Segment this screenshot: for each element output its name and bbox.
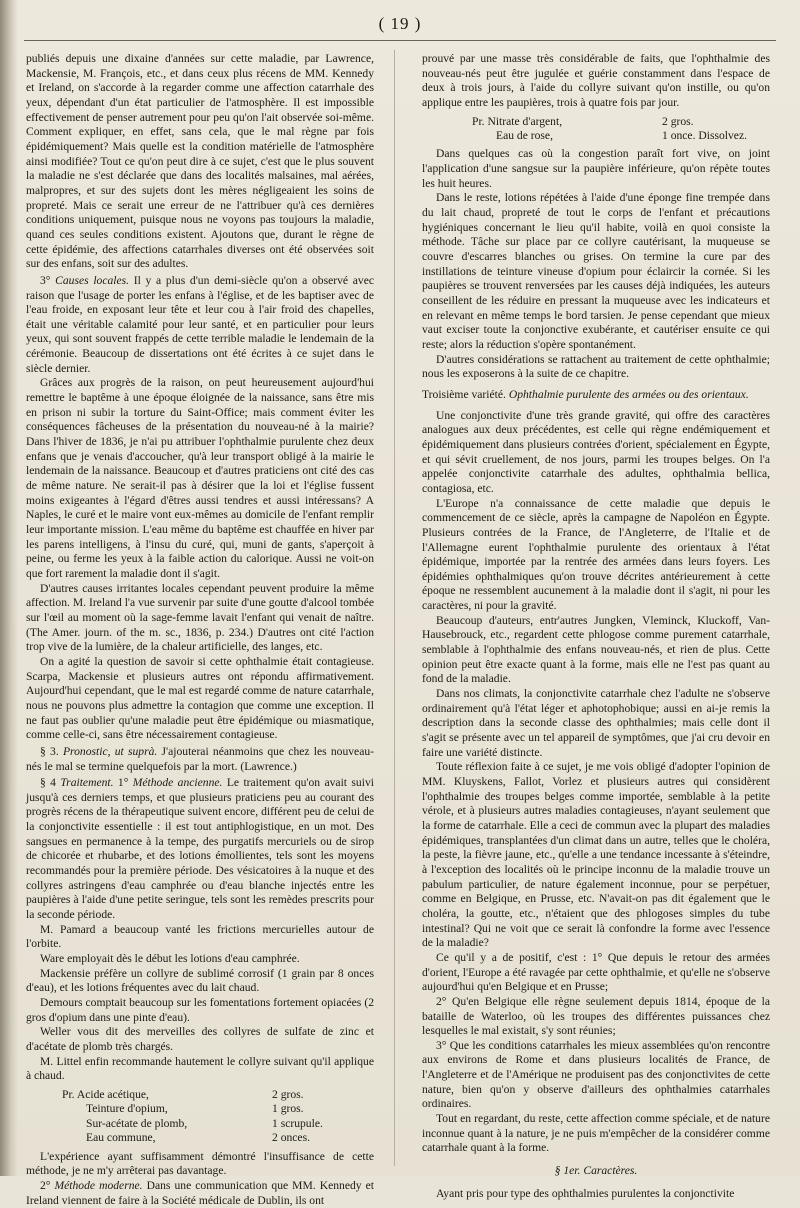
paragraph: 3° Que les conditions catarrhales les mieux assemblées qu'on rencontre aux environs de Rome et dans plusieurs localités de France, de l'Angleterre et de l'Amérique ne produisent pas des conjonctivites de cette nature, bien qu'on y observe d'ailleurs des ophthalmies catarrhales ordinaires.	[422, 1038, 770, 1111]
section-text: Il y a plus d'un demi-siècle qu'on a observé avec raison que l'usage de porter les enfans à l'église, et de les baptiser avec de l'eau froide, en exposant leur tête et leur cou à l'air froid des chapelles, était une véritable calamité pour leur santé, et en particulier pour leurs yeux, qui sont souvent frappés de cette terrible maladie le lendemain de la cérémonie. Beaucoup de dissertations ont été écrites à ce sujet dans le siècle dernier.	[26, 273, 374, 375]
heading-title: Troisième variété.	[422, 387, 506, 401]
paragraph: M. Pamard a beaucoup vanté les frictions mercurielles autour de l'orbite.	[26, 922, 374, 951]
paragraph: Mackensie préfère un collyre de sublimé corrosif (1 grain par 8 onces d'eau), et les lotions fréquentes avec du lait chaud.	[26, 966, 374, 995]
prescription-formula	[62, 1088, 362, 1146]
section-heading: § 1er. Caractères.	[554, 1164, 638, 1178]
paragraph: prouvé par une masse très considérable de faits, que l'ophthalmie des nouveau-nés peut être jugulée et guérie constamment dans l'espace de deux à trois jours, à l'aide du collyre suivant qu'on instille, ou qu'on applique entre les paupières, trois à quatre fois par jour.	[422, 52, 770, 109]
paragraph: Dans quelques cas où la congestion paraît fort vive, on joint l'application d'une sangsue sur la paupière inférieure, qu'on répète toutes les huit heures.	[422, 147, 770, 190]
section-title: Traitement.	[60, 776, 114, 790]
paragraph: Ware employait dès le début les lotions d'eau camphrée.	[40, 952, 300, 966]
paragraph: Dans nos climats, la conjonctivite catarrhale chez l'adulte ne s'observe ordinairement qu'à l'état léger et aphotophobique; aussi en ai-je remis la description dans la seconde classe des ophthalmies; mais celle dont il s'agit se présente avec un tel appareil de symptômes, que j'ai cru devoir en faire une variété distincte.	[422, 687, 770, 759]
page-number: ( 19 )	[378, 14, 422, 33]
causes-locales-paragraph	[26, 274, 374, 377]
column-divider	[394, 50, 395, 1166]
page-edge-shadow	[0, 0, 18, 1176]
paragraph: Une conjonctivite d'une très grande gravité, qui offre des caractères analogues aux deux précédentes, est celle qui règne endémiquement et épidémiquement dans plusieurs contrées d'orient, spécialement en Égypte, et qui sévit cruellement, de nos jours, parmi les troupes belges. On l'a appelée conjonctivite catarrhale des adultes, ophthalmia bellica, contagiosa, etc.	[422, 408, 770, 495]
paragraph: D'autres causes irritantes locales cependant peuvent produire la même affection. M. Ireland l'a vue survenir par suite d'une goutte d'alcool tombée sur l'œil au moment où la sage-femme lavait l'enfant qui venait de naître. (The Amer. journ. of the m. sc., 1836, p. 234.) D'autres ont cité l'action trop vive de la lumière, de la chaleur artificielle, des langes, etc.	[26, 581, 374, 654]
header-rule	[24, 40, 776, 41]
paragraph: Beaucoup d'auteurs, entr'autres Jungken, Vleminck, Kluckoff, Van-Hausebrouck, etc., regardent cette phlogose comme purement catarrhale, semblable à l'ophthalmie des enfans nouveau-nés, et rien de plus. Cette opinion peut être exacte quant à la forme, mais elle ne l'est pas quant au fond de la maladie.	[422, 613, 770, 686]
paragraph: On a agité la question de savoir si cette ophthalmie était contagieuse. Scarpa, Mackensie et plusieurs autres ont répondu affirmativement. Aujourd'hui cependant, que le mal est regardé comme de nature catarrhale, nous ne pouvons plus admettre la contagion que comme une exception. Il ne faut pas oublier qu'une maladie peut être épidémique ou miasmatique, comme celle-ci, sans être nécessairement contagieuse.	[26, 654, 374, 742]
paragraph: Weller vous dit des merveilles des collyres de sulfate de zinc et d'acétate de plomb très chargés.	[26, 1025, 374, 1053]
paragraph: 2° Qu'en Belgique elle règne seulement depuis 1814, époque de la bataille de Waterloo, où les troupes des différentes puissances chez lesquelles le mal existait, s'y sont réunies;	[422, 994, 770, 1038]
formula-row: Eau de rose, 1 once. Dissolvez.	[496, 129, 748, 143]
section-number: 3°	[40, 273, 51, 287]
subsection-number: 1°	[117, 776, 129, 790]
formula-row: Teinture d'opium, 1 gros.	[86, 1102, 304, 1116]
paragraph: M. Littel enfin recommande hautement le collyre suivant qu'il applique à chaud.	[26, 1054, 374, 1083]
treatment-paragraph	[26, 776, 374, 923]
section-number: § 4	[40, 776, 56, 790]
formula-row: Eau commune, 2 onces.	[86, 1131, 310, 1145]
heading-subtitle: Ophthalmie purulente des armées ou des orientaux.	[508, 387, 749, 401]
paragraph: D'autres considérations se rattachent au traitement de cette ophthalmie; nous les exposerons à la suite de ce chapitre.	[422, 352, 770, 381]
paragraph: Tout en regardant, du reste, cette affection comme spéciale, et de nature inconnue quant à la nature, je ne puis m'empêcher de la considérer comme catarrhale quant à la forme.	[422, 1112, 770, 1155]
paragraph: Grâces aux progrès de la raison, on peut heureusement aujourd'hui remettre le baptême à une époque éloignée de la naissance, sans être mis en prison ni subir la torture du Saint-Office; mais comment éviter les conséquences fâcheuses de la présentation du nouveau-né à la mairie? Dans l'hiver de 1836, je n'ai pu attribuer l'ophthalmie purulente chez deux enfans que je venais d'accoucher, qu'à leur transport obligé à la mairie le lendemain de la naissance. Beaucoup et d'autres praticiens ont cité des cas de même nature. Ne serait-il pas à désirer que la loi et l'église fussent moins exigeantes à l'égard d'êtres aussi tendres et aussi intéressans? A Naples, le curé et le maire vont eux-mêmes au domicile de l'enfant remplir leur importante mission. L'eau même du baptême est chauffée en hiver par les parens intelligens, à l'insu du curé, qui, muni de gants, s'aperçoit à peine, ou ferme les yeux à la faible action du calorique. Aussi ne voit-on que fort rarement la maladie dont il s'agit.	[26, 376, 374, 580]
formula-row: Pr. Acide acétique, 2 gros.	[62, 1087, 304, 1101]
section-title: Causes locales.	[55, 273, 130, 287]
paragraph: Toute réflexion faite à ce sujet, je me vois obligé d'adopter l'opinion de MM. Kluyskens, Fallot, Vorlez et plusieurs autres qui considèrent l'ophthalmie des troupes belges comme importée, semblable à la petite vérole, et à plusieurs autres maladies contagieuses, n'ayant seulement que la forme de catarrhale. Elle a ceci de commun avec la plupart des maladies épidémiques, transplantées d'un climat dans un autre, telles que le choléra, la peste, la fièvre jaune, etc., qu'elle a une tendance incessante à s'éteindre, à l'exception des localités où le principe inconnu de la maladie trouve un pabulum particulier, de nature également inconnue, pour se perpétuer, comme en Belgique, en Prusse, etc. N'avait-on pas dit également que le choléra, la goutte, etc., n'étaient que des phlogoses simples du tube intestinal? Qui ne voit que ce serait là confondre la forme avec l'essence de la maladie?	[422, 760, 770, 950]
moderne-paragraph	[26, 1179, 374, 1208]
subsection-number: 2°	[40, 1178, 51, 1192]
prognostic-paragraph	[26, 745, 374, 774]
paragraph: Ayant pris pour type des ophthalmies purulentes la conjonctivite	[436, 1186, 735, 1200]
formula-row: Sur-acétate de plomb, 1 scrupule.	[86, 1116, 323, 1130]
right-column	[422, 52, 770, 1200]
paragraph: L'Europe n'a connaissance de cette maladie que depuis le commencement de ce siècle, après la campagne de Napoléon en Égypte. Plusieurs contrées de la France, de l'Angleterre, de l'Italie et de l'Allemagne eurent l'ophthalmie purulente des orientaux à l'état épidémique, importée par la rentrée des armées dans leurs foyers. Les épidémies ophthalmiques qu'on trouve décrites antérieurement à cette époque ne ressemblent aucunement à la maladie dont il s'agit, ni pour les caractères, ni pour la gravité.	[422, 496, 770, 613]
paragraph: Demours comptait beaucoup sur les fomentations fortement opiacées (2 gros d'opium dans une pinte d'eau).	[26, 996, 374, 1024]
subsection-title: Méthode ancienne.	[132, 776, 223, 790]
section-number: § 3.	[40, 744, 59, 758]
third-variety-heading	[422, 388, 770, 403]
left-column	[26, 52, 375, 1207]
section-text: J'ajouterai néanmoins que chez les nouveau-nés le mal se termine quelquefois par la mort. (Lawrence.)	[26, 744, 375, 773]
formula-row: Pr. Nitrate d'argent, 2 gros.	[472, 114, 694, 128]
subsection-title: Méthode moderne.	[54, 1178, 143, 1192]
paragraph: Dans le reste, lotions répétées à l'aide d'une éponge fine trempée dans du lait chaud, propreté de tout le corps de l'enfant et précautions hygiéniques concernant le lieu qu'il habite, voilà en quoi consiste la méthode. Tâche sur place par ce collyre cautérisant, la muqueuse se couvre d'escarres blanches ou grises. On termine la cure par des instillations de teinture vineuse d'opium pour éclaircir la cornée. Si les paupières se trouvent renversées par les causes déjà indiquées, les auteurs conseillent de les réduire en pressant la muqueuse avec les indicateurs et en relevant en même temps le bord tarsien. Je pense cependant que mieux vaut exciser toute la conjonctive exubérante, et cautériser ensuite ce qui reste; alors la réduction s'opère spontanément.	[422, 191, 770, 351]
prescription-formula	[472, 115, 772, 144]
section-text: Le traitement qu'on avait suivi jusqu'à ces derniers temps, et que plusieurs praticiens peu au courant des progrès récens de la thérapeutique suivent encore, différent peu de celui de la conjonctivite essentielle : il est tout antiphlogistique, en un mot. Des sangsues en permanence à la tempe, des purgatifs mercuriels ou de sirop de chicorée et rhubarbe, et des lotions émollientes, tels sont les moyens recommandés pour la première période. Des vésicatoires à la nuque et des collyres astringens d'eau camphrée ou d'eau blanche injectés entre les paupières à l'aide d'une petite seringue, tels sont les remèdes prescrits pour la seconde période.	[26, 776, 374, 922]
section-text: Dans une communication que MM. Kennedy et Ireland viennent de faire à la Société médicale de Dublin, ils ont	[26, 1178, 374, 1207]
section-title: Pronostic, ut suprà.	[62, 744, 158, 758]
paragraph: Ce qu'il y a de positif, c'est : 1° Que depuis le retour des armées d'orient, l'Europe a été ravagée par cette ophthalmie, et qu'elle ne s'observe aujourd'hui qu'en Belgique et en Prusse;	[422, 950, 770, 994]
paragraph: L'expérience ayant suffisamment démontré l'insuffisance de cette méthode, je ne m'y arrêterai pas davantage.	[26, 1149, 374, 1178]
paragraph: publiés depuis une dixaine d'années sur cette maladie, par Lawrence, Mackensie, M. François, etc., et dans ceux plus récens de MM. Kennedy et Ireland, on s'accorde à la regarder comme une affection catarrhale des yeux, dépendant d'un état particulier de l'atmosphère. Il est impossible effectivement de penser autrement pour peu qu'on l'ait observée soi-même. Comment expliquer, en effet, sans cela, que le mal règne par fois épidémiquement? Mais quelle est la condition matérielle de l'atmosphère ainsi modifiée? Tout ce qu'on peut dire à ce sujet, c'est que le plus souvent la maladie ne s'est déclarée que dans des localités malsaines, mal aérées, malpropres, et sur des sujets dont les mères négligeaient les soins de propreté. Mais ce serait une erreur de ne l'attribuer qu'à ces dernières conditions uniquement, puisque nous ne voyons pas toujours la maladie, quand ces seules conditions existent. Ajoutons que, durant le règne de cette épidémie, des affections catarrhales diverses ont été observées soit sur des enfans, soit sur des adultes.	[26, 52, 374, 271]
